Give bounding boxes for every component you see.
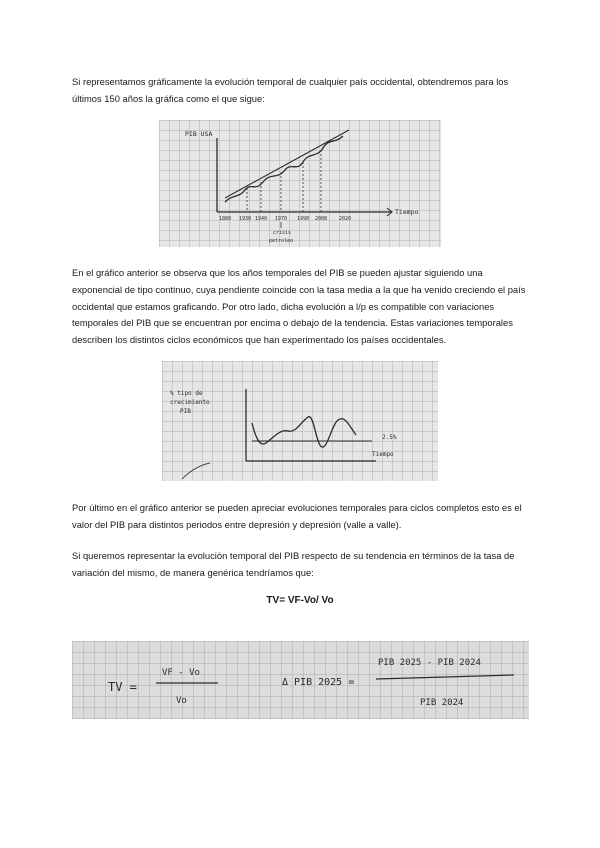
- intro-paragraph: Si representamos gráficamente la evolución temporal de cualquier país occidental, obtendremos para los últimos 150 años la gráfica como el que sigue:: [72, 76, 509, 104]
- graph1-pib-curve: [225, 136, 343, 202]
- graph2-y-label: % tipo de: [170, 390, 203, 397]
- graph2-trend-label: 2.5%: [382, 434, 397, 441]
- cycles-paragraph: Por último en el gráfico anterior se pueden apreciar evoluciones temporales para ciclos completos esto es el valor del PIB para distintos periodos entre depresión y depresión (valle a valle).: [72, 502, 522, 530]
- variation-paragraph: Si queremos representar la evolución temporal del PIB respecto de su tendencia en términos de la tasa de variación del mismo, de manera genérica tendríamos que:: [72, 550, 515, 578]
- graph2-y-label: crecimiento: [170, 399, 210, 406]
- graph1-tick: 2020: [339, 216, 352, 222]
- graph1-trend-line: [225, 130, 349, 198]
- analysis-paragraph: En el gráfico anterior se observa que los años temporales del PIB se pueden ajustar siguiendo una exponencial de tipo continuo, cuya pendiente coincide con la tasa media a la que ha venido creciendo el país occidental que estamos graficando. Por otro lado, dicha evolución a l/p es compatible con variaciones temporales del PIB que se encuentran por encima o debajo de la tendencia. Estas variaciones temporales describen los distintos ciclos económicos que han experimentado los países occidentales.: [72, 267, 526, 346]
- pib-usa-graph-photo: [159, 120, 441, 247]
- graph1-tick: 1970: [275, 216, 288, 222]
- formula-handwritten-photo: [72, 641, 529, 719]
- graph1-tick: 1930: [239, 216, 252, 222]
- graph1-y-label: PIB USA: [185, 130, 213, 138]
- graph2-y-label: PIB: [180, 408, 191, 415]
- tv-formula: TV= VF-Vo/ Vo: [266, 595, 334, 606]
- tv-denominator: Vo: [176, 696, 187, 706]
- tv-label: TV =: [108, 680, 137, 694]
- delta-pib-label: Δ PIB 2025 =: [282, 677, 355, 688]
- graph2-growth-curve: [252, 417, 356, 447]
- graph1-tick: 1990: [297, 216, 310, 222]
- graph1-tick: 2008: [315, 216, 328, 222]
- delta-denominator: PIB 2024: [420, 698, 464, 708]
- graph1-tick: 1880: [219, 216, 232, 222]
- graph1-annotation: petroleo: [269, 238, 294, 244]
- tv-numerator: VF - Vo: [162, 668, 200, 678]
- delta-numerator: PIB 2025 - PIB 2024: [378, 658, 481, 668]
- growth-rate-graph-photo: [162, 361, 438, 481]
- graph2-x-label: Tiempo: [372, 451, 394, 458]
- graph1-tick: 1940: [255, 216, 268, 222]
- graph1-x-label: Tiempo: [395, 208, 419, 216]
- graph1-annotation: crisis: [273, 230, 292, 236]
